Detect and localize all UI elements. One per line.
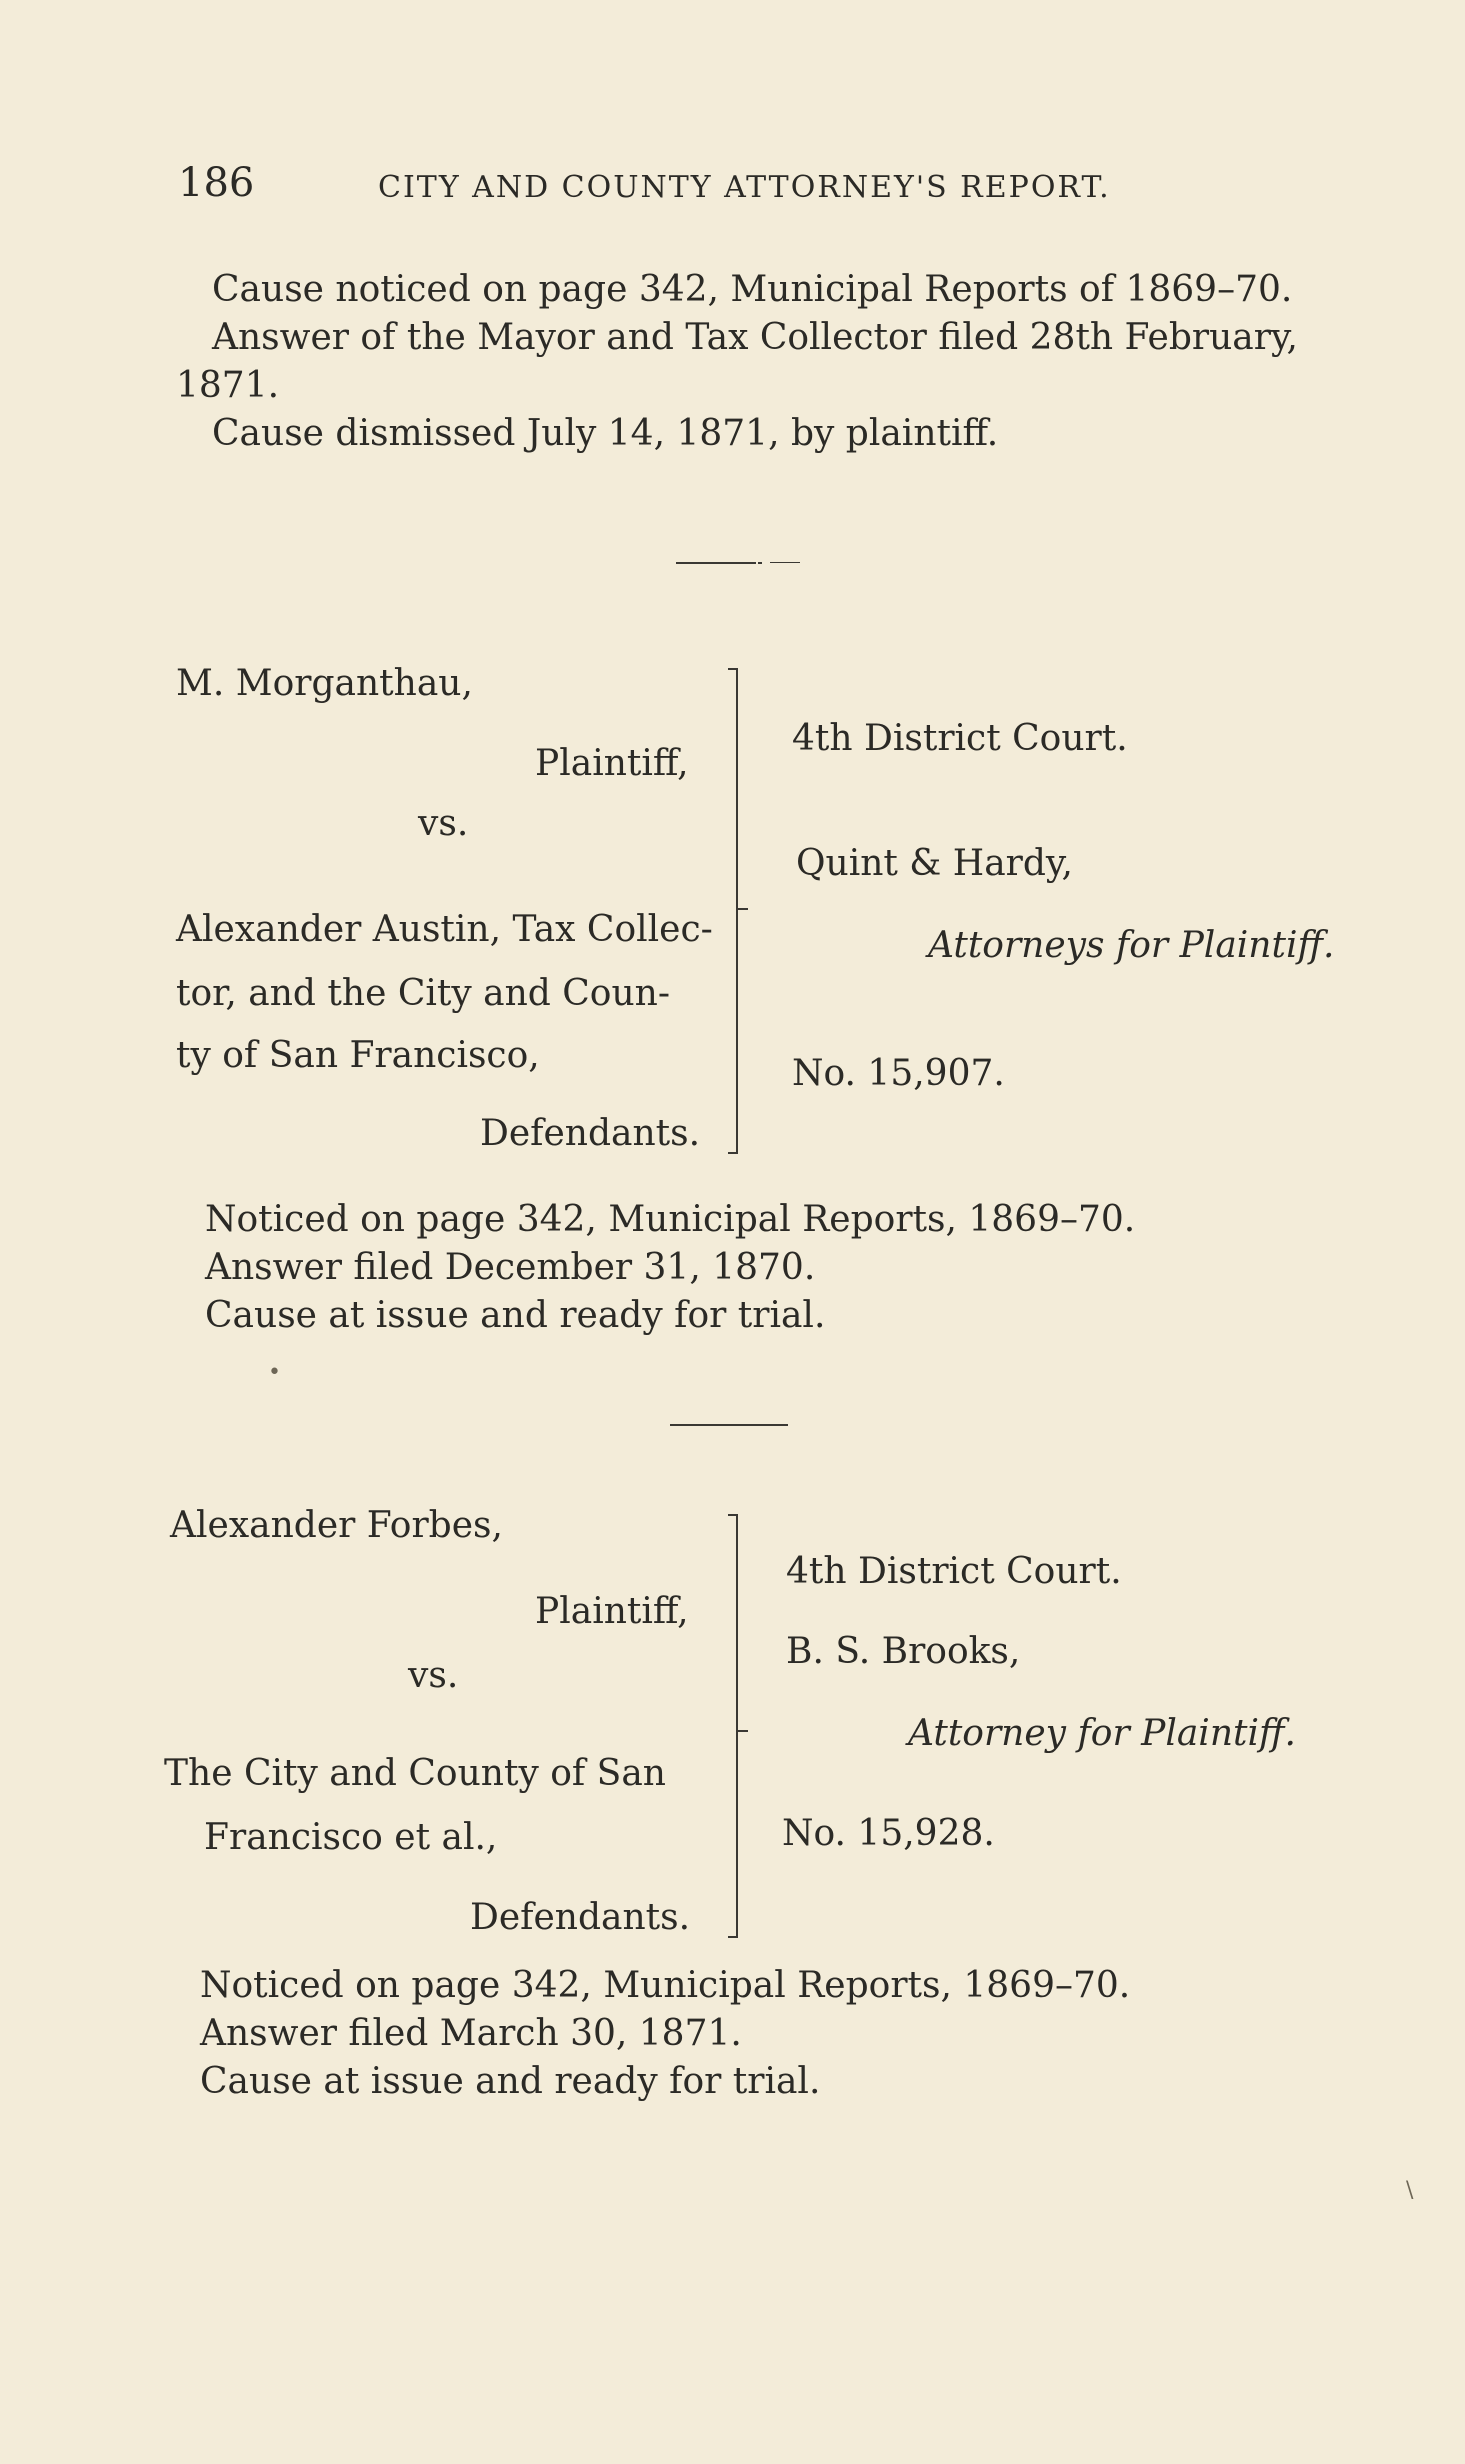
intro-line: 1871.	[176, 365, 280, 406]
case-number: No. 15,907.	[792, 1053, 1005, 1094]
defendant-line: Francisco et al.,	[204, 1817, 498, 1858]
brace-bottom	[728, 1152, 738, 1154]
intro-line: Cause noticed on page 342, Municipal Reports of 1869–70.	[212, 269, 1293, 310]
brace-mid	[738, 908, 748, 910]
intro-line: Cause dismissed July 14, 1871, by plaintiff.	[212, 413, 999, 454]
brace	[736, 1514, 738, 1938]
case-number: No. 15,928.	[782, 1813, 995, 1854]
section-divider	[670, 1424, 788, 1426]
note-line: Cause at issue and ready for trial.	[205, 1295, 826, 1336]
court: 4th District Court.	[786, 1551, 1122, 1592]
versus: vs.	[408, 1655, 459, 1696]
note-line: Cause at issue and ready for trial.	[200, 2061, 821, 2102]
brace-top	[728, 1514, 738, 1516]
page-number: 186	[178, 160, 255, 206]
defendant-label: Defendants.	[470, 1897, 691, 1938]
defendant-line: tor, and the City and Coun-	[176, 973, 671, 1014]
plaintiff-label: Plaintiff,	[535, 743, 689, 784]
brace-top	[728, 668, 738, 670]
plaintiff-name: Alexander Forbes,	[170, 1505, 503, 1546]
ink-speck: \	[1406, 2178, 1414, 2203]
versus: vs.	[418, 803, 469, 844]
intro-line: Answer of the Mayor and Tax Collector filed 28th February,	[212, 317, 1298, 358]
note-line: Answer filed December 31, 1870.	[205, 1247, 816, 1288]
brace	[736, 668, 738, 1154]
note-line: Answer filed March 30, 1871.	[200, 2013, 742, 2054]
running-head: CITY AND COUNTY ATTORNEY'S REPORT.	[378, 170, 1111, 205]
plaintiff-label: Plaintiff,	[535, 1591, 689, 1632]
defendant-line: Alexander Austin, Tax Collec-	[176, 909, 713, 950]
section-divider	[770, 562, 800, 563]
defendant-label: Defendants.	[480, 1113, 701, 1154]
attorney: B. S. Brooks,	[786, 1631, 1021, 1672]
brace-mid	[738, 1730, 748, 1732]
attorneys: Quint & Hardy,	[796, 843, 1073, 884]
brace-bottom	[728, 1936, 738, 1938]
note-line: Noticed on page 342, Municipal Reports, 1869–70.	[200, 1965, 1131, 2006]
defendant-line: ty of San Francisco,	[176, 1035, 540, 1076]
attorneys-role: Attorneys for Plaintiff.	[928, 925, 1335, 966]
section-divider	[676, 562, 756, 564]
ink-speck: •	[268, 1360, 281, 1385]
section-divider	[758, 562, 762, 564]
plaintiff-name: M. Morganthau,	[176, 663, 473, 704]
defendant-line: The City and County of San	[164, 1753, 666, 1794]
note-line: Noticed on page 342, Municipal Reports, 1869–70.	[205, 1199, 1136, 1240]
attorney-role: Attorney for Plaintiff.	[908, 1713, 1296, 1754]
court: 4th District Court.	[792, 718, 1128, 759]
